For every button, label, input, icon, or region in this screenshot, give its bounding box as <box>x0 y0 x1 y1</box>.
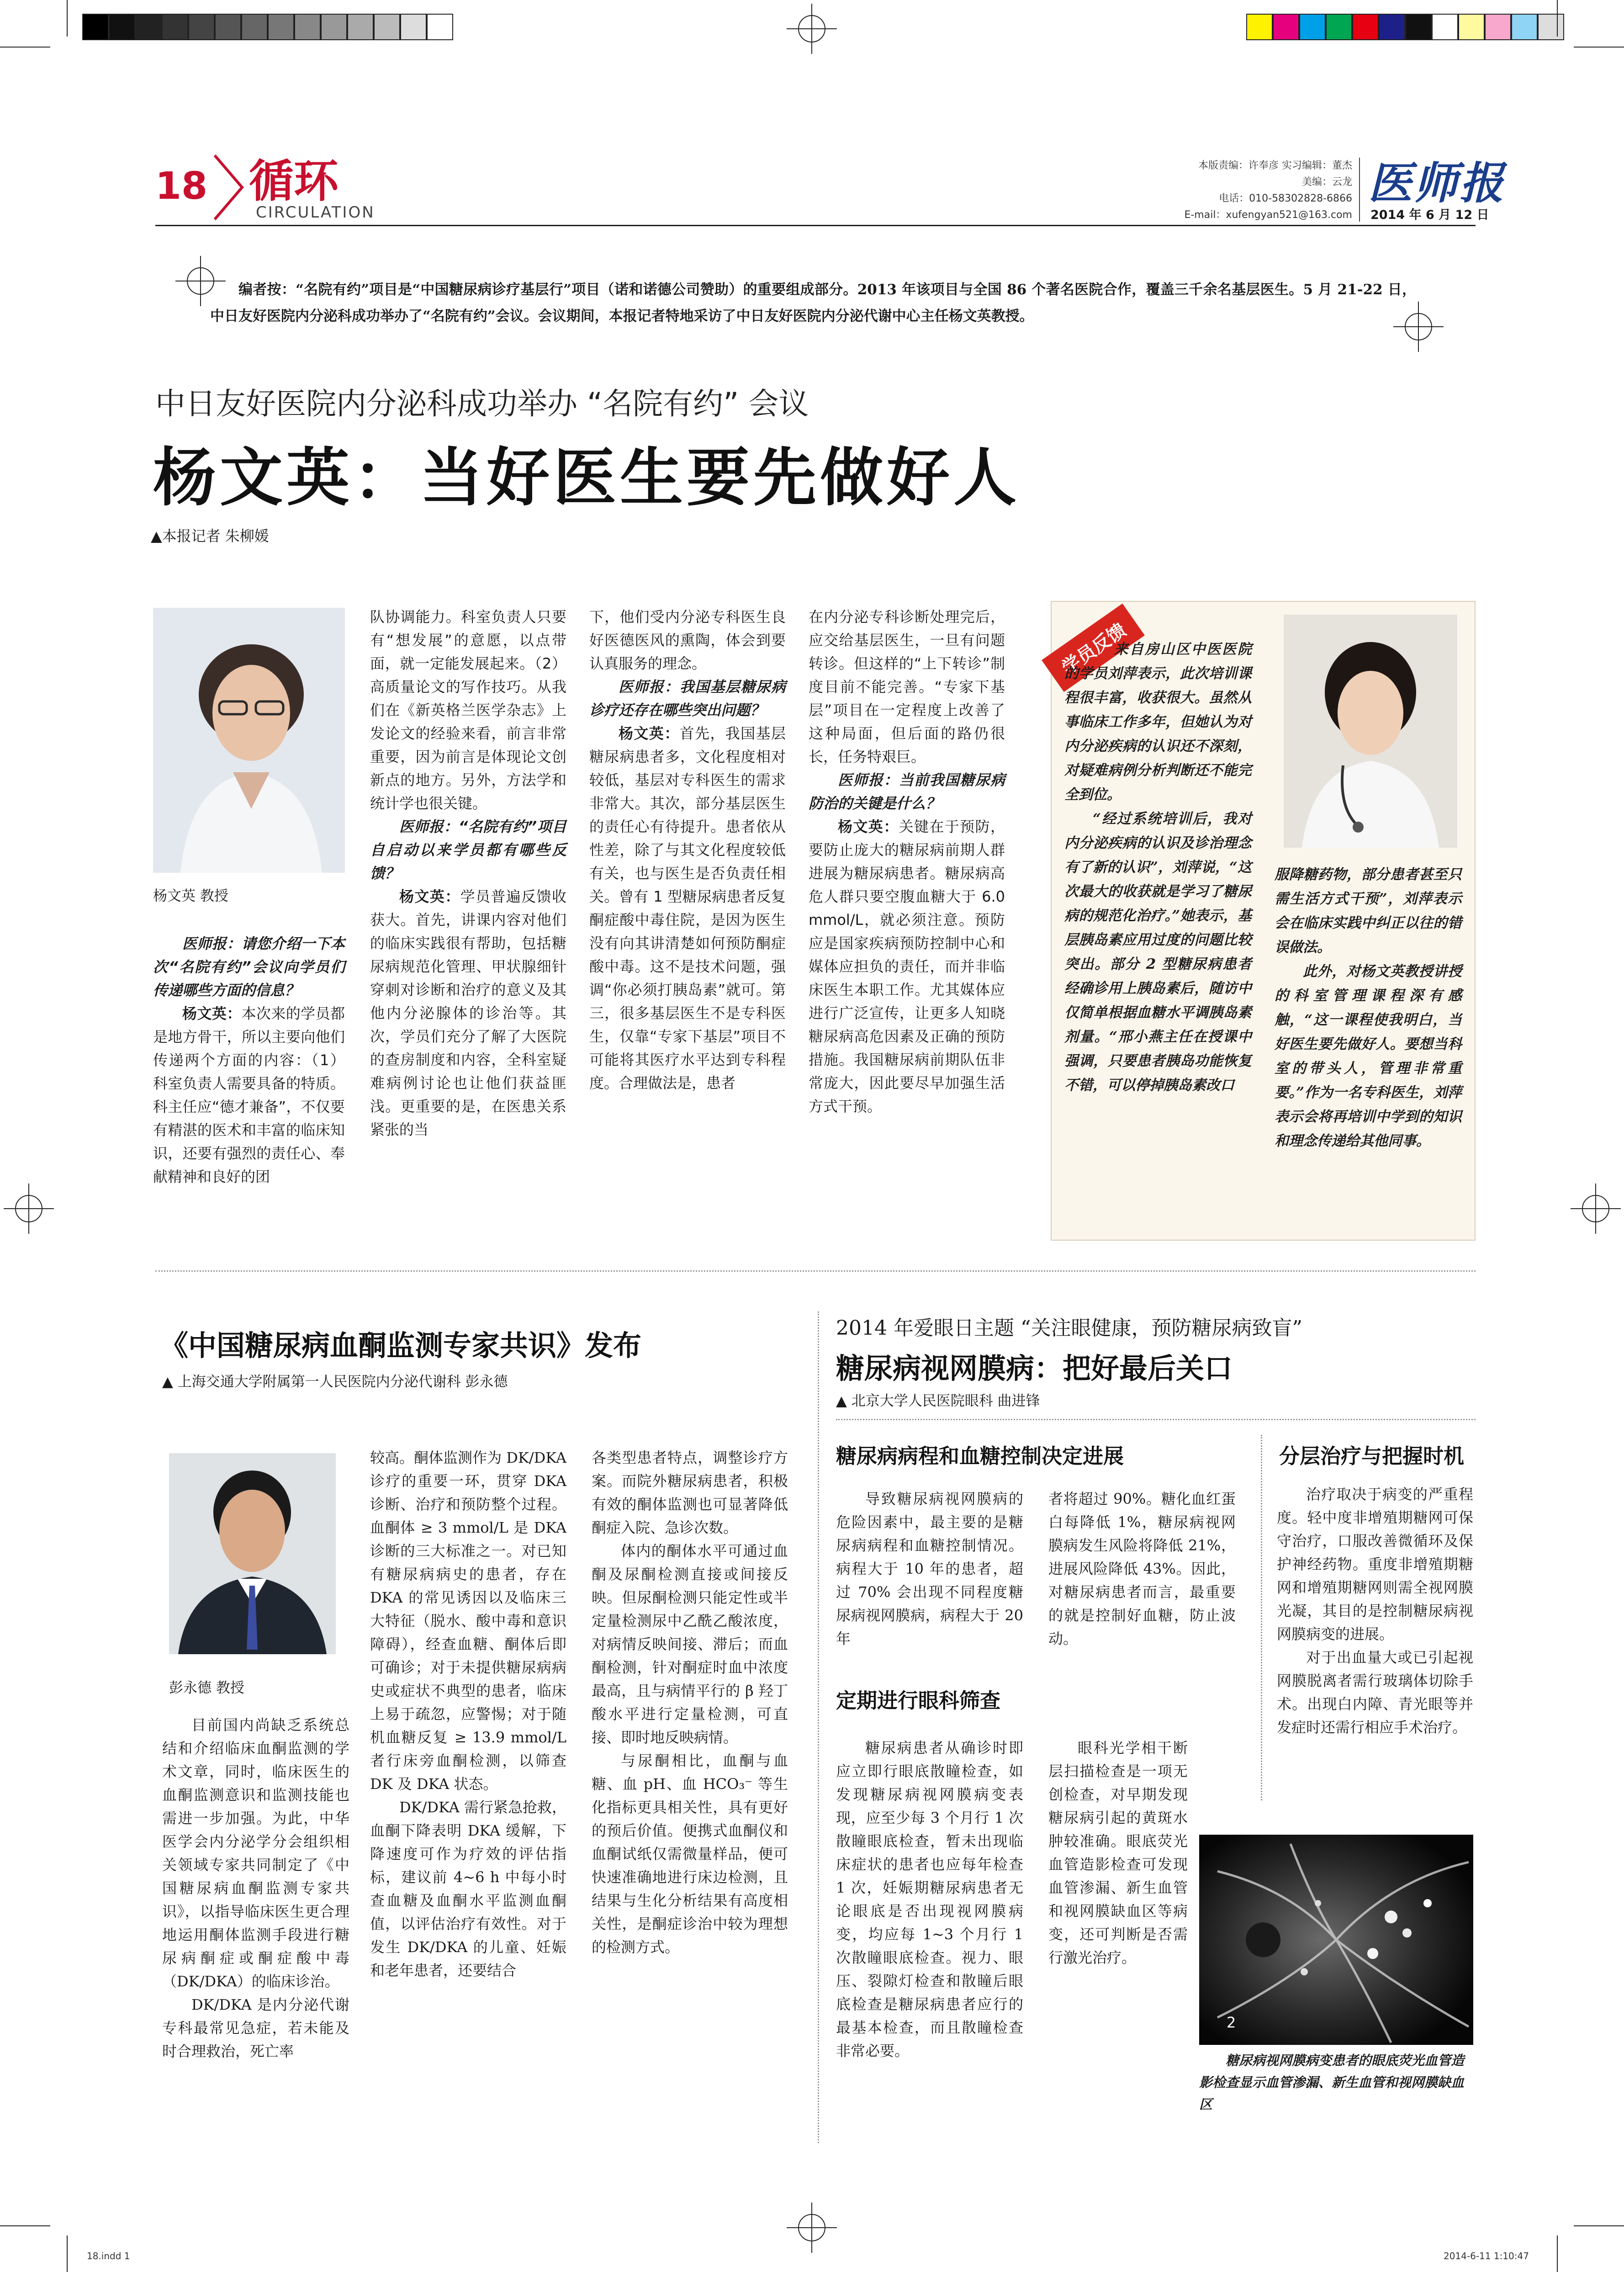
article-title: 糖尿病视网膜病：把好最后关口 <box>836 1352 1233 1385</box>
paragraph: 体内的酮体水平可通过血酮及尿酮检测直接或间接反映。但尿酮检测只能定性或半定量检测尿中乙酰乙酸浓度，对病情反映间接、滞后；而血酮检测，针对酮症时血中浓度最高，且与病情平行的 β 羟丁酸水平进行定量检测，可直接、即时地反映病情。 <box>592 1542 788 1746</box>
feedback-paragraph: “经过系统培训后，我对内分泌疾病的认识及诊治理念有了新的认识”，刘萍说，“这次最大的收获就是学习了糖尿病的规范化治疗。”她表示，基层胰岛素应用过度的问题比较突出。部分 2 型糖尿病患者经确诊用上胰岛素后，随访中仅简单根据血糖水平调胰岛素剂量。“邢小燕主任在授课中强调，只要患者胰岛功能恢复不错，可以停掉胰岛素改口 <box>1064 811 1252 1094</box>
image-label: 2 <box>1227 2014 1236 2031</box>
paragraph: 眼科光学相干断层扫描检查是一项无创检查，对早期发现糖尿病引起的黄斑水肿较准确。眼底荧光血管造影检查可发现血管渗漏、新生血管和视网膜缺血区等病变，还可判断是否需行激光治疗。 <box>1048 1739 1188 1966</box>
article-column <box>1277 1483 1473 1739</box>
portrait-photo-liuping <box>1284 615 1457 848</box>
staff-line: 本版责编：许奉彦 实习编辑：董杰 <box>1198 160 1352 171</box>
answer: 下，他们受内分泌专科医生良好医德医风的熏陶，体会到要认真服务的理念。 <box>589 608 786 672</box>
speaker: 杨文英： <box>838 818 899 835</box>
column-divider <box>1261 1435 1262 1800</box>
registration-bar-gray <box>82 14 453 40</box>
article-column <box>836 1736 1023 2063</box>
paragraph: 导致糖尿病视网膜病的危险因素中，最主要的是糖尿病病程和血糖控制情况。病程大于 10 年的患者，超过 70% 会出现不同程度糖尿病视网膜病，病程大于 20 年 <box>836 1490 1023 1647</box>
answer: 队协调能力。科室负责人只要有“想发展”的意愿，以点带面，就一定能发展起来。（2）高质量论文的写作技巧。从我们在《新英格兰医学杂志》上发论文的经验来看，前言非常重要，因为前言是体现论文创新点的地方。另外，方法学和统计学也很关键。 <box>370 608 566 812</box>
staff-line: 美编：云龙 <box>1301 176 1352 188</box>
answer: 本次来的学员都是地方骨干，所以主要向他们传递两个方面的内容：（1）科室负责人需要具备的特质。科主任应“德才兼备”，不仅要有精湛的医术和丰富的临床知识，还要有强烈的责任心、奉献精神和良好的团 <box>153 1005 345 1185</box>
crop-mark <box>1557 2235 1558 2272</box>
feedback-paragraph: 服降糖药物，部分患者甚至只需生活方式干预”，刘萍表示会在临床实践中纠正以往的错误做法。 <box>1275 866 1462 956</box>
answer: 学员普遍反馈收获大。首先，讲课内容对他们的临床实践很有帮助，包括糖尿病规范化管理、甲状腺细针穿刺对诊断和治疗的意义及其他内分泌腺体的诊治等。其次，学员们充分了解了大医院的查房制度和内容，全科室疑难病例讨论也让他们获益匪浅。更重要的是，在医患关系紧张的当 <box>370 888 566 1138</box>
article-column <box>370 605 566 1141</box>
image-caption: 糖尿病视网膜病变患者的眼底荧光血管造影检查显示血管渗漏、新生血管和视网膜缺血区 <box>1199 2053 1465 2112</box>
header-rule <box>155 225 1476 226</box>
crop-mark <box>0 2225 50 2226</box>
article-byline: ▲本报记者 朱柳媛 <box>151 527 269 545</box>
retina-image-icon <box>1199 1835 1473 2045</box>
answer: 在内分泌专科诊断处理完后，应交给基层医生，一旦有问题转诊。但这样的“上下转诊”制度目前不能完善。“专家下基层”项目在一定程度上改善了这种局面，但后面的路仍很长，任务特艰巨。 <box>809 608 1005 765</box>
article-headline: 杨文英：当好医生要先做好人 <box>153 440 1021 515</box>
staff-line: E-mail：xufengyan521@163.com <box>1184 209 1352 221</box>
paragraph: 糖尿病患者从确诊时即应立即行眼底散瞳检查，如发现糖尿病视网膜病变表现，应至少每 3 个月行 1 次散瞳眼底检查，暂未出现临床症状的患者也应每年检查 1 次，妊娠期糖尿病患者无论眼底是否出现视网膜病变，均应每 1~3 个月行 1 次散瞳眼底检查。视力、眼压、裂隙灯检查和散瞳后眼底检查是糖尿病患者应行的最基本检查，而且散瞳检查非常必要。 <box>836 1739 1023 2060</box>
feedback-paragraph: 此外，对杨文英教授讲授的科室管理课程深有感触，“这一课程使我明白，当好医生要先做好人。要想当科室的带头人，管理非常重要。”作为一名专科医生，刘萍表示会将再培训中学到的知识和理念传递给其他同事。 <box>1275 963 1462 1149</box>
speaker: 杨文英： <box>399 888 460 905</box>
person-portrait-icon <box>1284 615 1457 848</box>
article-author: ▲ 北京大学人民医院眼科 曲进锋 <box>836 1393 1040 1409</box>
article-column <box>809 605 1005 1118</box>
question: 医师报：我国基层糖尿病诊疗还存在哪些突出问题？ <box>589 678 786 719</box>
editor-note: 编者按：“名院有约”项目是“中国糖尿病诊疗基层行”项目（诺和诺德公司赞助）的重要组成部分。2013 年该项目与全国 86 个著名医院合作，覆盖三千余名基层医生。5 月 21-22 日，中日友好医院内分泌科成功举办了“名院有约”会议。会议期间，本报记者特地采访了中日友好医院内分泌代谢中心主任杨文英教授。 <box>210 281 1416 324</box>
speaker: 杨文英： <box>182 1005 242 1022</box>
crop-mark <box>0 47 50 48</box>
person-portrait-icon <box>153 608 345 873</box>
article-kicker: 2014 年爱眼日主题 “关注眼健康，预防糖尿病致盲” <box>836 1316 1302 1340</box>
paragraph: DK/DKA 需行紧急抢救，血酮下降表明 DKA 缓解，下降速度可作为疗效的评估指标，建议前 4~6 h 中每小时查血糖及血酮水平监测血酮值，以评估治疗有效性。对于发生 DK/DKA 的儿童、妊娠和老年患者，还要结合 <box>370 1799 566 1979</box>
header-divider <box>1359 158 1360 222</box>
crop-mark <box>67 0 68 37</box>
answer: 首先，我国基层糖尿病患者多，文化程度相对较低，基层对专科医生的需求非常大。其次，部分基层医生的责任心有待提升。患者依从性差，除了与其文化程度较低有关，也与医生是否负责任相关。曾有 1 型糖尿病患者反复酮症酸中毒住院，是因为医生没有向其讲清楚如何预防酮症酸中毒。这不是技术问题，强调“你必须打胰岛素”就可。第三，很多基层医生不是专科医生，仅靠“专家下基层”项目不可能将其医疗水平达到专科程度。合理做法是，患者 <box>589 725 786 1092</box>
crop-mark <box>1574 2225 1624 2226</box>
photo-caption: 彭永德 教授 <box>169 1680 244 1696</box>
article-column <box>1048 1736 1188 1969</box>
paragraph: 治疗取决于病变的严重程度。轻中度非增殖期糖网可保守治疗，口服改善微循环及保护神经药物。重度非增殖期糖网和增殖期糖网则需全视网膜光凝，其目的是控制糖尿病视网膜病变的进展。 <box>1277 1486 1473 1643</box>
portrait-photo-peng <box>169 1453 336 1654</box>
question: 医师报：请您介绍一下本次“名院有约”会议向学员们传递哪些方面的信息？ <box>153 935 345 999</box>
subheading: 糖尿病病程和血糖控制决定进展 <box>836 1444 1124 1468</box>
subheading: 分层治疗与把握时机 <box>1279 1444 1465 1468</box>
section-divider <box>836 1419 1476 1420</box>
issue-date: 2014 年 6 月 12 日 <box>1370 208 1489 222</box>
article-column <box>370 1446 566 1982</box>
paragraph: 各类型患者特点，调整诊疗方案。而院外糖尿病患者，积极有效的酮体监测也可显著降低酮症入院、急诊次数。 <box>592 1449 788 1536</box>
article-author: ▲ 上海交通大学附属第一人民医院内分泌代谢科 彭永德 <box>162 1374 508 1390</box>
crop-mark <box>1557 0 1558 37</box>
paragraph: 者将超过 90%。糖化血红蛋白每降低 1%，糖尿病视网膜病发生风险将降低 21%，进展风险降低 43%。因此，对糖尿病患者而言，最重要的就是控制好血糖，防止波动。 <box>1048 1490 1236 1647</box>
registration-crosshair-left <box>4 1184 54 1234</box>
section-divider <box>155 1270 1476 1272</box>
article-column <box>1048 1487 1236 1651</box>
fundus-angiography-image <box>1199 1835 1473 2045</box>
staff-info <box>1115 158 1352 223</box>
staff-line: 电话：010-58302828-6866 <box>1219 193 1352 204</box>
feedback-column <box>1275 863 1462 1153</box>
speaker: 杨文英： <box>619 725 680 742</box>
article-title: 《中国糖尿病血酮监测专家共识》发布 <box>160 1329 642 1362</box>
article-column <box>162 1714 349 2063</box>
question: 医师报：“名院有约”项目自启动以来学员都有哪些反馈？ <box>370 818 566 882</box>
paragraph: 目前国内尚缺乏系统总结和介绍临床血酮监测的学术文章，同时，临床医生的血酮监测意识和监测技能也需进一步加强。为此，中华医学会内分泌学分会组织相关领域专家共同制定了《中国糖尿病血酮监测专家共识》，以指导临床医生更合理地运用酮体监测手段进行糖尿病酮症或酮症酸中毒（DK/DKA）的临床诊治。 <box>162 1716 349 1990</box>
crop-mark <box>1574 47 1624 48</box>
feedback-tag: 学员反馈 <box>1042 604 1145 692</box>
page-number: 18 <box>155 165 208 208</box>
feedback-column <box>1064 637 1252 1098</box>
section-subtitle: CIRCULATION <box>256 203 375 222</box>
feedback-paragraph: 来自房山区中医医院的学员刘萍表示，此次培训课程很丰富，收获很大。虽然从事临床工作多年，但她认为对内分泌疾病的认识还不深刻，对疑难病例分析判断还不能完全到位。 <box>1064 641 1252 803</box>
photo-caption: 杨文英 教授 <box>153 888 228 904</box>
article-column <box>836 1487 1023 1651</box>
print-timestamp: 2014-6-11 1:10:47 <box>1444 2251 1529 2261</box>
paragraph: 较高。酮体监测作为 DK/DKA 诊疗的重要一环，贯穿 DKA 诊断、治疗和预防整个过程。血酮体 ≥ 3 mmol/L 是 DKA 诊断的三大标准之一。对已知有糖尿病病史的患者，存在 DKA 的常见诱因以及临床三大特征（脱水、酸中毒和意识障碍），经查血糖、酮体后即可确诊；对于未提供糖尿病病史或症状不典型的患者，临床上易于疏忽，应警惕；对于随机血糖反复 ≥ 13.9 mmol/L 者行床旁血酮检测，以筛查 DK 及 DKA 状态。 <box>370 1449 566 1793</box>
paragraph: 对于出血量大或已引起视网膜脱离者需行玻璃体切除手术。出现白内障、青光眼等并发症时还需行相应手术治疗。 <box>1277 1649 1473 1736</box>
article-column <box>592 1446 788 1959</box>
registration-bar-color <box>1246 14 1564 40</box>
paragraph: DK/DKA 是内分泌代谢专科最常见急症，若未能及时合理救治，死亡率 <box>162 1996 349 2060</box>
article-column <box>153 932 345 1189</box>
chevron-right-icon <box>210 153 251 222</box>
article-column <box>589 605 786 1095</box>
masthead-logo: 医师报 <box>1368 157 1505 209</box>
section-title: 循环 <box>249 155 339 207</box>
answer: 关键在于预防，要防止庞大的糖尿病前期人群进展为糖尿病患者。糖尿病高危人群只要空腹血糖大于 6.0 mmol/L，就必须注意。预防应是国家疾病预防控制中心和媒体应担负的责任，而并非临床医生本职工作。尤其媒体应进行广泛宣传，让更多人知晓糖尿病高危因素及正确的预防措施。我国糖尿病前期队伍非常庞大，因此要尽早加强生活方式干预。 <box>809 818 1005 1115</box>
person-portrait-icon <box>169 1453 336 1654</box>
crop-mark <box>67 2235 68 2272</box>
question: 医师报：当前我国糖尿病防治的关键是什么？ <box>809 771 1005 812</box>
registration-crosshair-right <box>1571 1184 1621 1234</box>
file-name: 18.indd 1 <box>87 2251 130 2261</box>
article-kicker: 中日友好医院内分泌科成功举办 “名院有约” 会议 <box>155 386 809 421</box>
paragraph: 与尿酮相比，血酮与血糖、血 pH、血 HCO₃⁻ 等生化指标更具相关性，具有更好的预后价值。便携式血酮仪和血酮试纸仅需微量样品，便可快速准确地进行床边检测，且结果与生化分析结果有高度相关性，是酮症诊治中较为理想的检测方式。 <box>592 1752 788 1956</box>
subheading: 定期进行眼科筛查 <box>836 1688 1001 1713</box>
column-divider <box>818 1311 819 2143</box>
registration-crosshair-bottom <box>787 2203 837 2253</box>
portrait-photo-yang <box>153 608 345 873</box>
registration-crosshair-top <box>787 4 837 54</box>
